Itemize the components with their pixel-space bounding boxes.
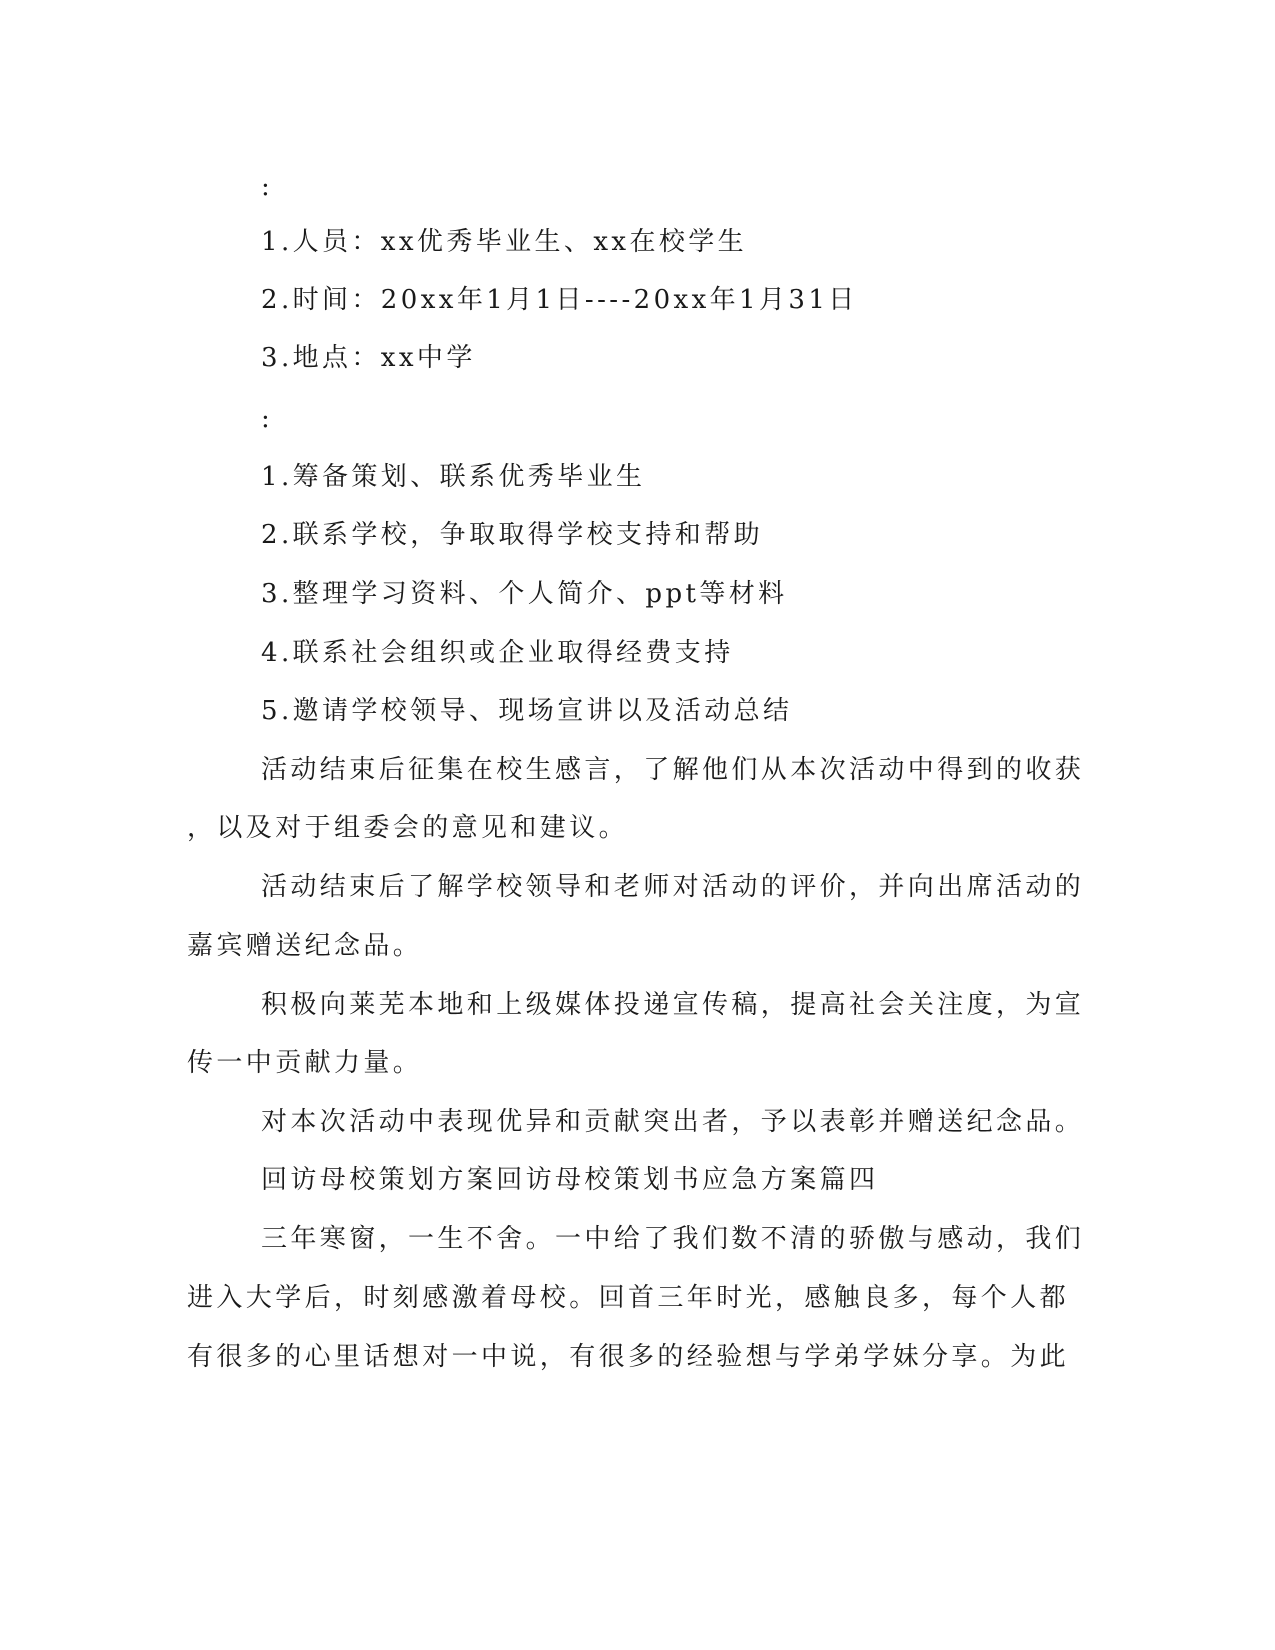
list-item-funding: 4.联系社会组织或企业取得经费支持 (261, 638, 734, 668)
list-item-contact-school: 2.联系学校，争取取得学校支持和帮助 (261, 520, 764, 550)
paragraph-media-line-1: 积极向莱芜本地和上级媒体投递宣传稿，提高社会关注度，为宣 (261, 990, 1085, 1020)
paragraph-awards: 对本次活动中表现优异和贡献突出者，予以表彰并赠送纪念品。 (261, 1107, 1085, 1137)
section-heading: 回访母校策划方案回访母校策划书应急方案篇四 (261, 1165, 879, 1195)
list-item-personnel: 1.人员：xx优秀毕业生、xx在校学生 (261, 227, 748, 257)
list-item-materials: 3.整理学习资料、个人简介、ppt等材料 (261, 579, 788, 609)
list-item-invite: 5.邀请学校领导、现场宣讲以及活动总结 (261, 696, 793, 726)
paragraph-evaluation-line-2: 嘉宾赠送纪念品。 (187, 931, 423, 961)
section-colon-2: : (261, 404, 274, 434)
list-item-plan: 1.筹备策划、联系优秀毕业生 (261, 462, 646, 492)
paragraph-intro-line-1: 三年寒窗，一生不舍。一中给了我们数不清的骄傲与感动，我们 (261, 1224, 1085, 1254)
paragraph-media-line-2: 传一中贡献力量。 (187, 1048, 423, 1078)
list-item-time: 2.时间：20xx年1月1日----20xx年1月31日 (261, 285, 858, 315)
section-colon-1: : (261, 172, 274, 202)
paragraph-feedback-line-2: ，以及对于组委会的意见和建议。 (187, 813, 629, 843)
paragraph-feedback-line-1: 活动结束后征集在校生感言，了解他们从本次活动中得到的收获 (261, 755, 1085, 785)
paragraph-intro-line-2: 进入大学后，时刻感激着母校。回首三年时光，感触良多，每个人都 (187, 1283, 1070, 1313)
paragraph-evaluation-line-1: 活动结束后了解学校领导和老师对活动的评价，并向出席活动的 (261, 872, 1085, 902)
paragraph-intro-line-3: 有很多的心里话想对一中说，有很多的经验想与学弟学妹分享。为此 (187, 1342, 1070, 1372)
list-item-location: 3.地点：xx中学 (261, 343, 476, 373)
